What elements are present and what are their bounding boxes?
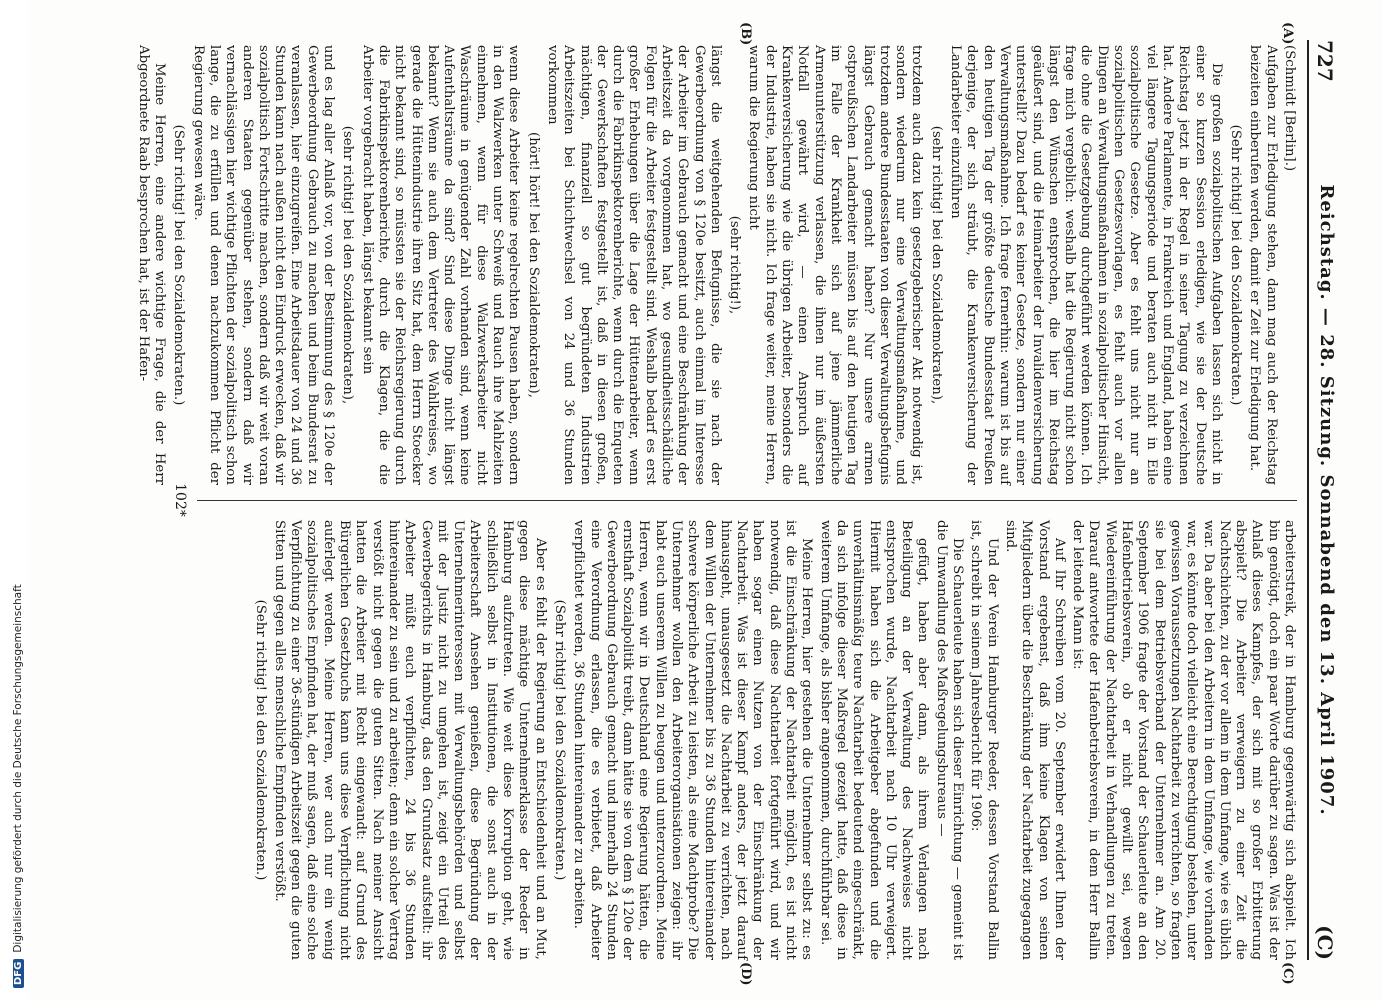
credit-line — [12, 584, 24, 988]
credit-text: Digitalisierung gefördert durch die Deutsche Forschungsgemeinschaft — [12, 584, 24, 953]
interjection: (Sehr richtig! bei den Sozialdemokraten.) — [171, 124, 187, 406]
sheet-number: 102* — [172, 483, 188, 517]
paragraph: Die großen sozialpolitischen Aufgaben lassen sich nicht in einer so kurzen Session erledigen, wie sie der Deutsche Reichstag jetzt in der Regel in seiner Tagung zu verzeichnen hat. Andere Parlamente, in Frankreich und England, haben eine viel längere Tagungsperiode und beraten auch nicht in Eile sozialpolitische Gesetze. Aber es fehlt uns nicht nur an sozialpolitischen Gesetzesvorlagen, es fehlt auch vor allen Dingen an Verwaltungsmaßnahmen in sozialpolitischer Hinsicht, die ohne die Gesetzgebung durchgeführt werden können. Ich frage mich vergeblich: weshalb hat die Regierung nicht schon längst den Wünschen entsprochen, die hier im Reichstag geäußert sind, und die Heimarbeiter der Invalidenversicherung unterstellt? Dazu bedarf es keiner Gesetze, sondern nur einer Verwaltungsmaßnahme. Ich frage fernerhin: warum ist bis auf den heutigen Tag der größte deutsche Bundesstaat Preußen derjenige, der sich sträubt, die Krankenversicherung der Landarbeiter einzuführen — [948, 45, 1224, 485]
interjection: (Sehr richtig! bei den Sozialdemokraten.) — [1228, 124, 1244, 406]
margin-letter-header: (C) — [1313, 925, 1337, 960]
interjection: (sehr richtig! bei den Sozialdemokraten), — [340, 125, 356, 405]
page-header — [1307, 40, 1343, 960]
quoted-report: Die Schauerleute haben sich dieser Einrichtung — gemeint ist die Umwandlung des Maßregelungsbureaus — — [933, 520, 966, 960]
margin-marker-b: (B) — [738, 22, 753, 46]
margin-marker-a: (A) — [1280, 22, 1295, 45]
paragraph: Aufgaben zur Erledigung stehen, dann mag auch der Reichstag beizeiten einberufen werden, damit er Zeit zur Erledigung hat. — [1247, 45, 1279, 485]
interjection: (Sehr richtig! bei den Sozialdemokraten.) — [252, 599, 268, 881]
interjection: (Sehr richtig! bei den Sozialdemokraten.) — [551, 599, 567, 881]
paragraph: Aber es fehlt der Regierung an Entschiedenheit und an Mut, gegen diese mächtige Unternehmerklasse der Reeder in Hamburg aufzutreten. Wie weit diese Korruption geht, wie schließlich selbst in Institutionen, die sonst auch in der Arbeiterschaft Ansehen genießen, diese Begründung der Unternehmerinteressen mit Verwaltungsbehörden und selbst mit der Justiz nicht zu umgehen ist, zeigt ein Urteil des Gewerbegerichts in Hamburg, das den Grundsatz aufstellt: ihr Arbeiter müßt euch verpflichten, 24 bis 36 Stunden hintereinander zu sein und zu arbeiten; denn ein solcher Vertrag verstößt nicht gegen die guten Sitten. Nach meiner Ansicht hatten die Arbeiter mit Recht eingewandt: auf Grund des Bürgerlichen Gesetzbuchs kann uns diese Verpflichtung nicht auferlegt werden. Meine Herren, wer auch nur ein wenig sozialpolitisches Empfinden hat, der muß sagen, daß eine solche Verpflichtung zu einer 36-stündigen Arbeitszeit gegen die guten Sitten und gegen alles menschliche Empfinden verstößt. — [271, 520, 548, 960]
right-text-column — [197, 520, 1297, 960]
interjection: (sehr richtig!), — [727, 215, 743, 315]
paragraph: Meine Herren, hier gestehen die Unternehmer selbst zu: es ist die Einschränkung der Nachtarbeit möglich, es ist nicht notwendig, daß diese Nachtarbeit fortgeführt wird, und wir haben sogar einen Nutzen von der Einschränkung der Nachtarbeit. Was ist dieser Kampf anders, der jetzt darauf hinausgeht, unausgesetzt die Nachtarbeit zu verrichten, nach dem Willen der Unternehmer bis zu 36 Stunden hintereinander schwere körperliche Arbeit zu leisten, als eine Machtprobe? Die Unternehmer wollen den Arbeiterorganisationen zeigen: ihr habt euch unserem Willen zu beugen und unterzuordnen. Meine Herren, wenn wir in Deutschland eine Regierung hätten, die ernsthaft Sozialpolitik treibt, dann hätte sie von dem § 120e der Gewerbeordnung Gebrauch gemacht und innerhalb 24 Stunden eine Verordnung erlassen, die es verbietet, daß Arbeiter verpflichtet werden, 36 Stunden hintereinander zu arbeiten. — [571, 520, 815, 960]
margin-marker-d: (D) — [738, 962, 753, 986]
quoted-letter: Auf Ihr Schreiben vom 20. September erwidert Ihnen der Vorstand ergebenst, daß ihm keine Klagen von seinen Mitgliedern über die Beschränkung der Nachtarbeit zugegangen sind. — [1002, 520, 1067, 960]
digitization-credit — [0, 0, 28, 1000]
column-divider — [197, 500, 1297, 501]
paragraph: längst die weitgehenden Befugnisse, die sie nach der Gewerbeordnung von § 120e besitzt, auch einmal im Interesse der Arbeiter im Gebrauch gemacht und eine Beschränkung der Arbeitszeit da vorgenommen hat, wo gesundheitsschädliche Folgen für die Arbeiter festgestellt sind. Weshalb bedarf es erst großer Erhebungen über die Lage der Hüttenarbeiter, wenn durch die Fabrikinspektorenberichte, wenn durch die Enqueten der Gewerkschaften festgestellt ist, daß in diesen großen, mächtigen, finanziell so gut begründeten Industrien Arbeitszeiten bei Schichtwechsel von 24 und 36 Stunden vorkommen — [544, 45, 723, 485]
paragraph: wenn diese Arbeiter keine regelrechten Pausen haben, sondern in den Walzwerken unter Schweiß und Rauch ihre Mahlzeiten einnehmen, wenn für diese Walzwerksarbeiter nicht Waschräume in genügender Zahl vorhanden sind, wenn keine Aufenthaltsräume da sind? Sind diese Dinge nicht längst bekannt? Wenn sie auch dem Vertreter des Wahlkreises, wo gerade die Hüttenindustrie ihren Sitz hat, dem Herrn Stoecker nicht bekannt sind, so müssten sie der Reichsregierung durch die Fabrikinspektorenberichte, durch die Klagen, die die Arbeiter vorgebracht haben, längst bekannt sein — [359, 45, 522, 485]
margin-marker-c: (C) — [1280, 962, 1295, 985]
interjection: (sehr richtig! bei den Sozialdemokraten), — [928, 125, 944, 405]
running-title: Reichstag. — 28. Sitzung. Sonnabend den 13. April 1907. — [1316, 184, 1337, 816]
paragraph: trotzdem auch dazu kein gesetzgeberischer Akt notwendig ist, sondern wiederum nur eine Verwaltungsmaßnahme, und trotzdem andere Bundesstaaten von dieser Verwaltungsbefugnis längst Gebrauch gemacht haben? Nur unsere armen ostpreußischen Landarbeiter müssen bis auf den heutigen Tag im Falle der Krankheit sich auf jene jämmerliche Armenunterstützung verlassen, die ihnen nur im äußersten Notfall gewährt wird, — einen Anspruch auf Krankenversicherung wie die übrigen Arbeiter, besonders die der Industrie, haben sie nicht. Ich frage weiter, meine Herren, warum die Regierung nicht — [746, 45, 925, 485]
interjection: (hört! hört! bei den Sozialdemokraten), — [525, 132, 541, 398]
page-number: 727 — [1313, 40, 1337, 82]
paragraph: und es lag aller Anlaß vor, von der Bestimmung des § 120e der Gewerbeordnung Gebrauch zu machen und beim Bundesrat zu veranlassen, hier einzugreifen. Eine Arbeitsdauer von 24 und 36 Stunden kann nach außen nicht den Eindruck erwecken, daß wir sozialpolitisch Fortschritte machen, sondern daß wir weit voran anderen Staaten gegenüber stehen, sondern daß wir vernachlässigen hier wichtige Pflichten der sozialpolitisch schon lange, die zu erfüllen und denen nachzukommen Pflicht der Regierung gewesen wäre. — [190, 45, 337, 485]
quoted-report-continued: gefügt, haben aber dann, als ihrem Verlangen nach Beteiligung an der Verwaltung des Nachweises nicht entsprochen wurde, Nachtarbeit nach 10 Uhr verweigert. Hiermit haben sich die Arbeitgeber abgefunden und die unverhältnismäßig teure Nachtarbeit bedeutend eingeschränkt, da sich infolge dieser Maßregel gezeigt hatte, daß diese in weiterem Umfange, als bisher angenommen, durchführbar sei. — [817, 520, 931, 960]
paragraph: Meine Herren, eine andere wichtige Frage, die der Herr Abgeordnete Raab besprochen hat, ist der Hafen- — [135, 45, 168, 485]
paragraph: Und der Verein Hamburger Reeder, dessen Vorstand Ballin ist, schreibt in seinem Jahresbericht für 1906: — [968, 520, 1000, 960]
dfg-logo: DFG — [13, 959, 24, 988]
speaker-name: (Schmidt [Berlin].) — [1282, 45, 1297, 172]
left-text-column — [135, 45, 1297, 485]
paragraph: arbeiterstreik, der in Hamburg gegenwärtig sich abspielt. Ich bin genötigt, doch ein paar Worte darüber zu sagen. Was ist der Anlaß dieses Kampfes, der sich mit so großer Erbitterung abspielt? Die Arbeiter verweigern zu einer Zeit die Nachtschichten, zu der vor allem in dem Umfange, wie es üblich war. Da aber bei den Arbeitern in dem Umfange, wie vorhanden war, es könnte doch vielleicht eine Berechtigung bestehen, unter gewissen Voraussetzungen Nachtarbeit zu verrichten, so fragten sie bei dem Betriebsverband der Unternehmer an. Am 20. September 1906 fragte der Vorstand der Schauerleute an den Hafenbetriebsverein, ob er nicht gewillt sei, wegen Wiedereinführung der Nachtarbeit in Verhandlungen zu treten. Darauf antwortete der Hafenbetriebsverein, in dem Herr Ballin der leitende Mann ist: — [1070, 520, 1297, 960]
